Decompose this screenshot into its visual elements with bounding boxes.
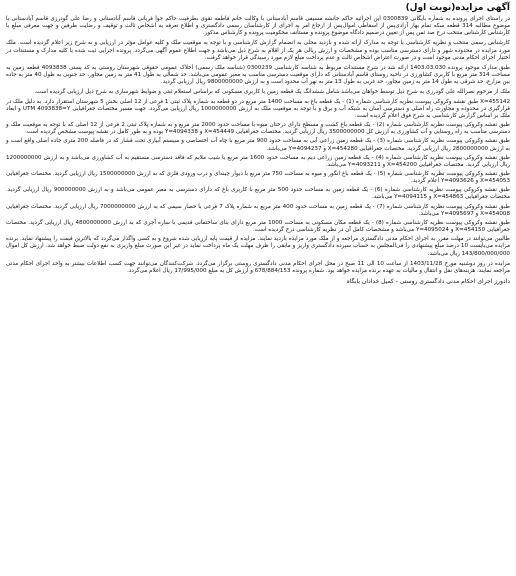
property-item-4: طبق نقشه وکروکی پیوست نظریه کارشناسی شماره (4) - یک قطعه زمین زراعی دیم به مساحت حدود 1600 متر مربع با شیب ملایم که فاقد دسترسی مستقیم به آب کشاورزی می‌باشد و به ارزش 1200000000 ریال ارزیابی گردید. مختصات جغرافیایی X=454200 و Y=4093211 می‌باشد. xyxy=(6,154,510,168)
property-item-5: طبق نقشه وکروکی پیوست نظریه کارشناسی شماره (5) - یک قطعه باغ انگور و میوه به مساحت 750 متر مربع با دیوار چینه‌ای و درب ورودی فلزی که به ارزش 1500000000 ریال ارزیابی گردید. مختصات جغرافیایی X=454053 و Y=4093626 اعلام گردید. xyxy=(6,170,510,185)
notice-paragraph: ملک از مرحوم نصرالله علی گودرزی به شرح ذیل توسط خواهان می‌باشد شامل ششدانگ یک قطعه زمین با کاربری مسکونی که براساس استعلام ثبتی و ضوابط شهرسازی به شرح ذیل ارزیابی گردیده است. xyxy=(34,89,510,96)
property-item-8: طبق نقشه وکروکی پیوست نظریه کارشناسی شماره (8) - یک قطعه مکان مسکونی به مساحت 1000 متر مربع دارای بنای ساختمانی قدیمی با سازه آجری که به ارزش 4800000000 ریال ارزیابی گردید. مختصات جغرافیایی X=454150 و Y=4095024 می‌باشد و مشخصات کامل آن در نظریه کارشناسی درج گردیده است. xyxy=(6,219,510,234)
auction-schedule: مزایده در روز دوشنبه مورخ 1403/11/28 از ساعت 10 الی 11 صبح در محل اجرای احکام مدنی دادگستری روستی برگزار می‌گردد. شرکت‌کنندگان می‌توانند جهت کسب اطلاعات بیشتر به واحد اجرای احکام مدنی مراجعه نمایند. هزینه‌های نقل و انتقال و مالیات به عهده برنده مزایده خواهد بود. شماره پرونده 678/884/153 و ارزش کل به مبلغ 17/995/000 ریال اعلام می‌گردد. xyxy=(6,260,511,274)
signature: دادورز اجرای احکام مدنی دادگستری روستی - کمیل خدادان بابگاه xyxy=(346,278,510,285)
auction-terms: طالبین می‌توانند در مهلت مقرر به اجرای احکام مدنی دادگستری مراجعه و از ملک مورد مزایده بازدید نمایند. مزایده از قیمت پایه ارزیابی شده شروع و به کسی واگذار می‌گردد که بالاترین قیمت را پیشنهاد نماید. برنده مزایده می‌بایست 10 درصد مبلغ پیشنهادی را فی‌المجلس به حساب سپرده دادگستری واریز و مابقی را ظرف مهلت یک ماه پرداخت نماید در غیر این صورت مبلغ واریزی به نفع دولت ضبط خواهد شد. ارزش کل اموال 143/800/000/000 ریال می‌باشد. xyxy=(6,236,510,257)
property-item-6: طبق نقشه وکروکی پیوست نظریه کارشناسی شماره (6) - یک قطعه زمین به مساحت حدود 500 متر مربع با کاربری باغ که دارای دسترسی به معبر عمومی می‌باشد و به ارزش 900000000 ریال ارزیابی گردید. مختصات جغرافیایی X=454863 و Y=4094115 می‌باشد. xyxy=(6,187,510,201)
notice-paragraph: طبق مدارک موجود پرونده 1403.03.030 ارائه شد در شرح مستندات مربوط به شناسه کارشناسی 0300239 (شناسه ملک رسمی) اخلاک عمومی حقوقی شهرستان روستی به کد پستی 4093838 قطعه زمین به مساحت 314 متر مربع با کاربری کشاورزی در ناحیه روستای قاسم آبادستانی که دارای موقعیت دسترسی مناسب به معبر عمومی می‌باشد. حد شمالی به طول 41 متر به زمین مجاور، حد جنوبی به طول 40 متر به جاده بین مزارع، حد شرقی به طول 14 متر به زمین مجاور، حد غربی به طول 13 متر به نهر آب محدود است و به ارزش 9800000000 ریال ارزیابی گردید. xyxy=(6,64,510,86)
notice-paragraph: در راستای اجرای پرونده به شماره بایگانی 0300839 این اجرائیه حاکم جانشه مسیفی قاسم آبادستانی با وکالت خانم فاطمه تقوی بطرفیت حاکم جوا فریانی قاسم آبادستانی و رضا علی گودرزی قاسم آبادستانی با موضوع مطالبه 314 قطعه سکه تمام بهار آزادی‌پس از اسقاطی اموال‌پس از ارجاع امر به اجرای از کارشناسان رسمی دادگستری و اطلاع تعرفه به اشخاص ثالث و توقیف و رضایت طرفین و جهت معرفی مبلغ با کارشناس کارشناس منتخب درج صد ثمن پس از تعیین درصمیم دادگاه موضوع پرونده و مستأنف محکومیت پرونده و کارشناس مذکور. xyxy=(6,16,511,37)
notice-paragraph: کارشناس رسمی منتخب و نظریه کارشناسی با توجه به مدارک ارائه شده و بازدید محلی به انضمام گزارش کارشناسی و با توجه به موقعیت ملک و کلیه عوامل مؤثر در ارزیابی و به شرح زیر اعلام گردیده است. ملک مورد مزایده در محدوده شهر و دارای دسترسی مناسب بوده و مشخصات و ارزش ریالی هر یک از اقلام به شرح ذیل می‌باشد و جهت اطلاع عموم آگهی می‌گردد. پرونده اجرایی ثبت شده با کلیه مدارک و مستندات در اختیار اجرای احکام مدنی موجود است و در صورت اعتراض اشخاص ثالث و عدم پرداخت مبلغ لازم مورد رسیدگی قرار خواهد گرفت. xyxy=(6,40,510,61)
property-item-7: طبق نقشه وکروکی پیوست نظریه کارشناسی شماره (7) - یک قطعه زمین به مساحت حدود 400 متر مربع به شماره پلاک 7 فرعی با حصار سیمی که به ارزش 7000000000 ریال ارزیابی گردید. مختصات جغرافیایی X=454008 و Y=4095697 می‌باشد. xyxy=(6,203,510,217)
property-item-3: طبق نقشه وکروکی پیوست نظریه کارشناسی شماره (3) - یک قطعه زمین زراعی آبی به مساحت حدود 900 متر مربع با چاه آب اختصاصی و سیستم آبیاری تحت فشار که در فاصله 200 متری جاده اصلی واقع است و به ارزش 2800000000 ریال ارزیابی گردید. مختصات جغرافیایی X=454280 و Y=4094237 می‌باشد. xyxy=(6,138,510,152)
property-item-2: طبق نقشه وکروکی پیوست نظریه کارشناسی شماره (2) - یک قطعه باغ کشت و مسطح دارای درختان میوه با مساحت حدود 2000 متر مربع و به شماره پلاک ثبتی 2 فرعی از 12 اصلی که با توجه به موقعیت ملک و دسترسی مناسب به راه روستایی و آب کشاورزی به ارزش کل 3500000000 ریال ارزیابی گردید. مختصات جغرافیایی X=454449 و Y=4094338 بوده و به طور کامل در نقشه پیوست مشخص گردیده است. xyxy=(6,122,511,136)
property-item-1: 455142=X طبق نقشه وکروکی پیوست نظریه کارشناسی شماره (1) - یک قطعه باغ به مساحت 1400 متر مربع در دو قطعه به شماره پلاک ثبتی 1 فرعی از 12 اصلی بخش 5 شهرستان استقرار دارد. به دلیل ملک در قرارگیری در محدوده و مجاورت راه اصلی و دسترسی آسان به شبکه آب و برق و با توجه به موقعیت ملک به ارزش 1000000000 ریال ارزیابی می‌گردد. جهت مسیر مختصات جغرافیایی UTM 4093838=Y و ابعاد ملک بر اساس گزارش کارشناسی به شرح فوق اعلام گردیده است. xyxy=(6,98,511,119)
notice-title: آگهی مزایده(نوبت اول) xyxy=(405,3,510,13)
